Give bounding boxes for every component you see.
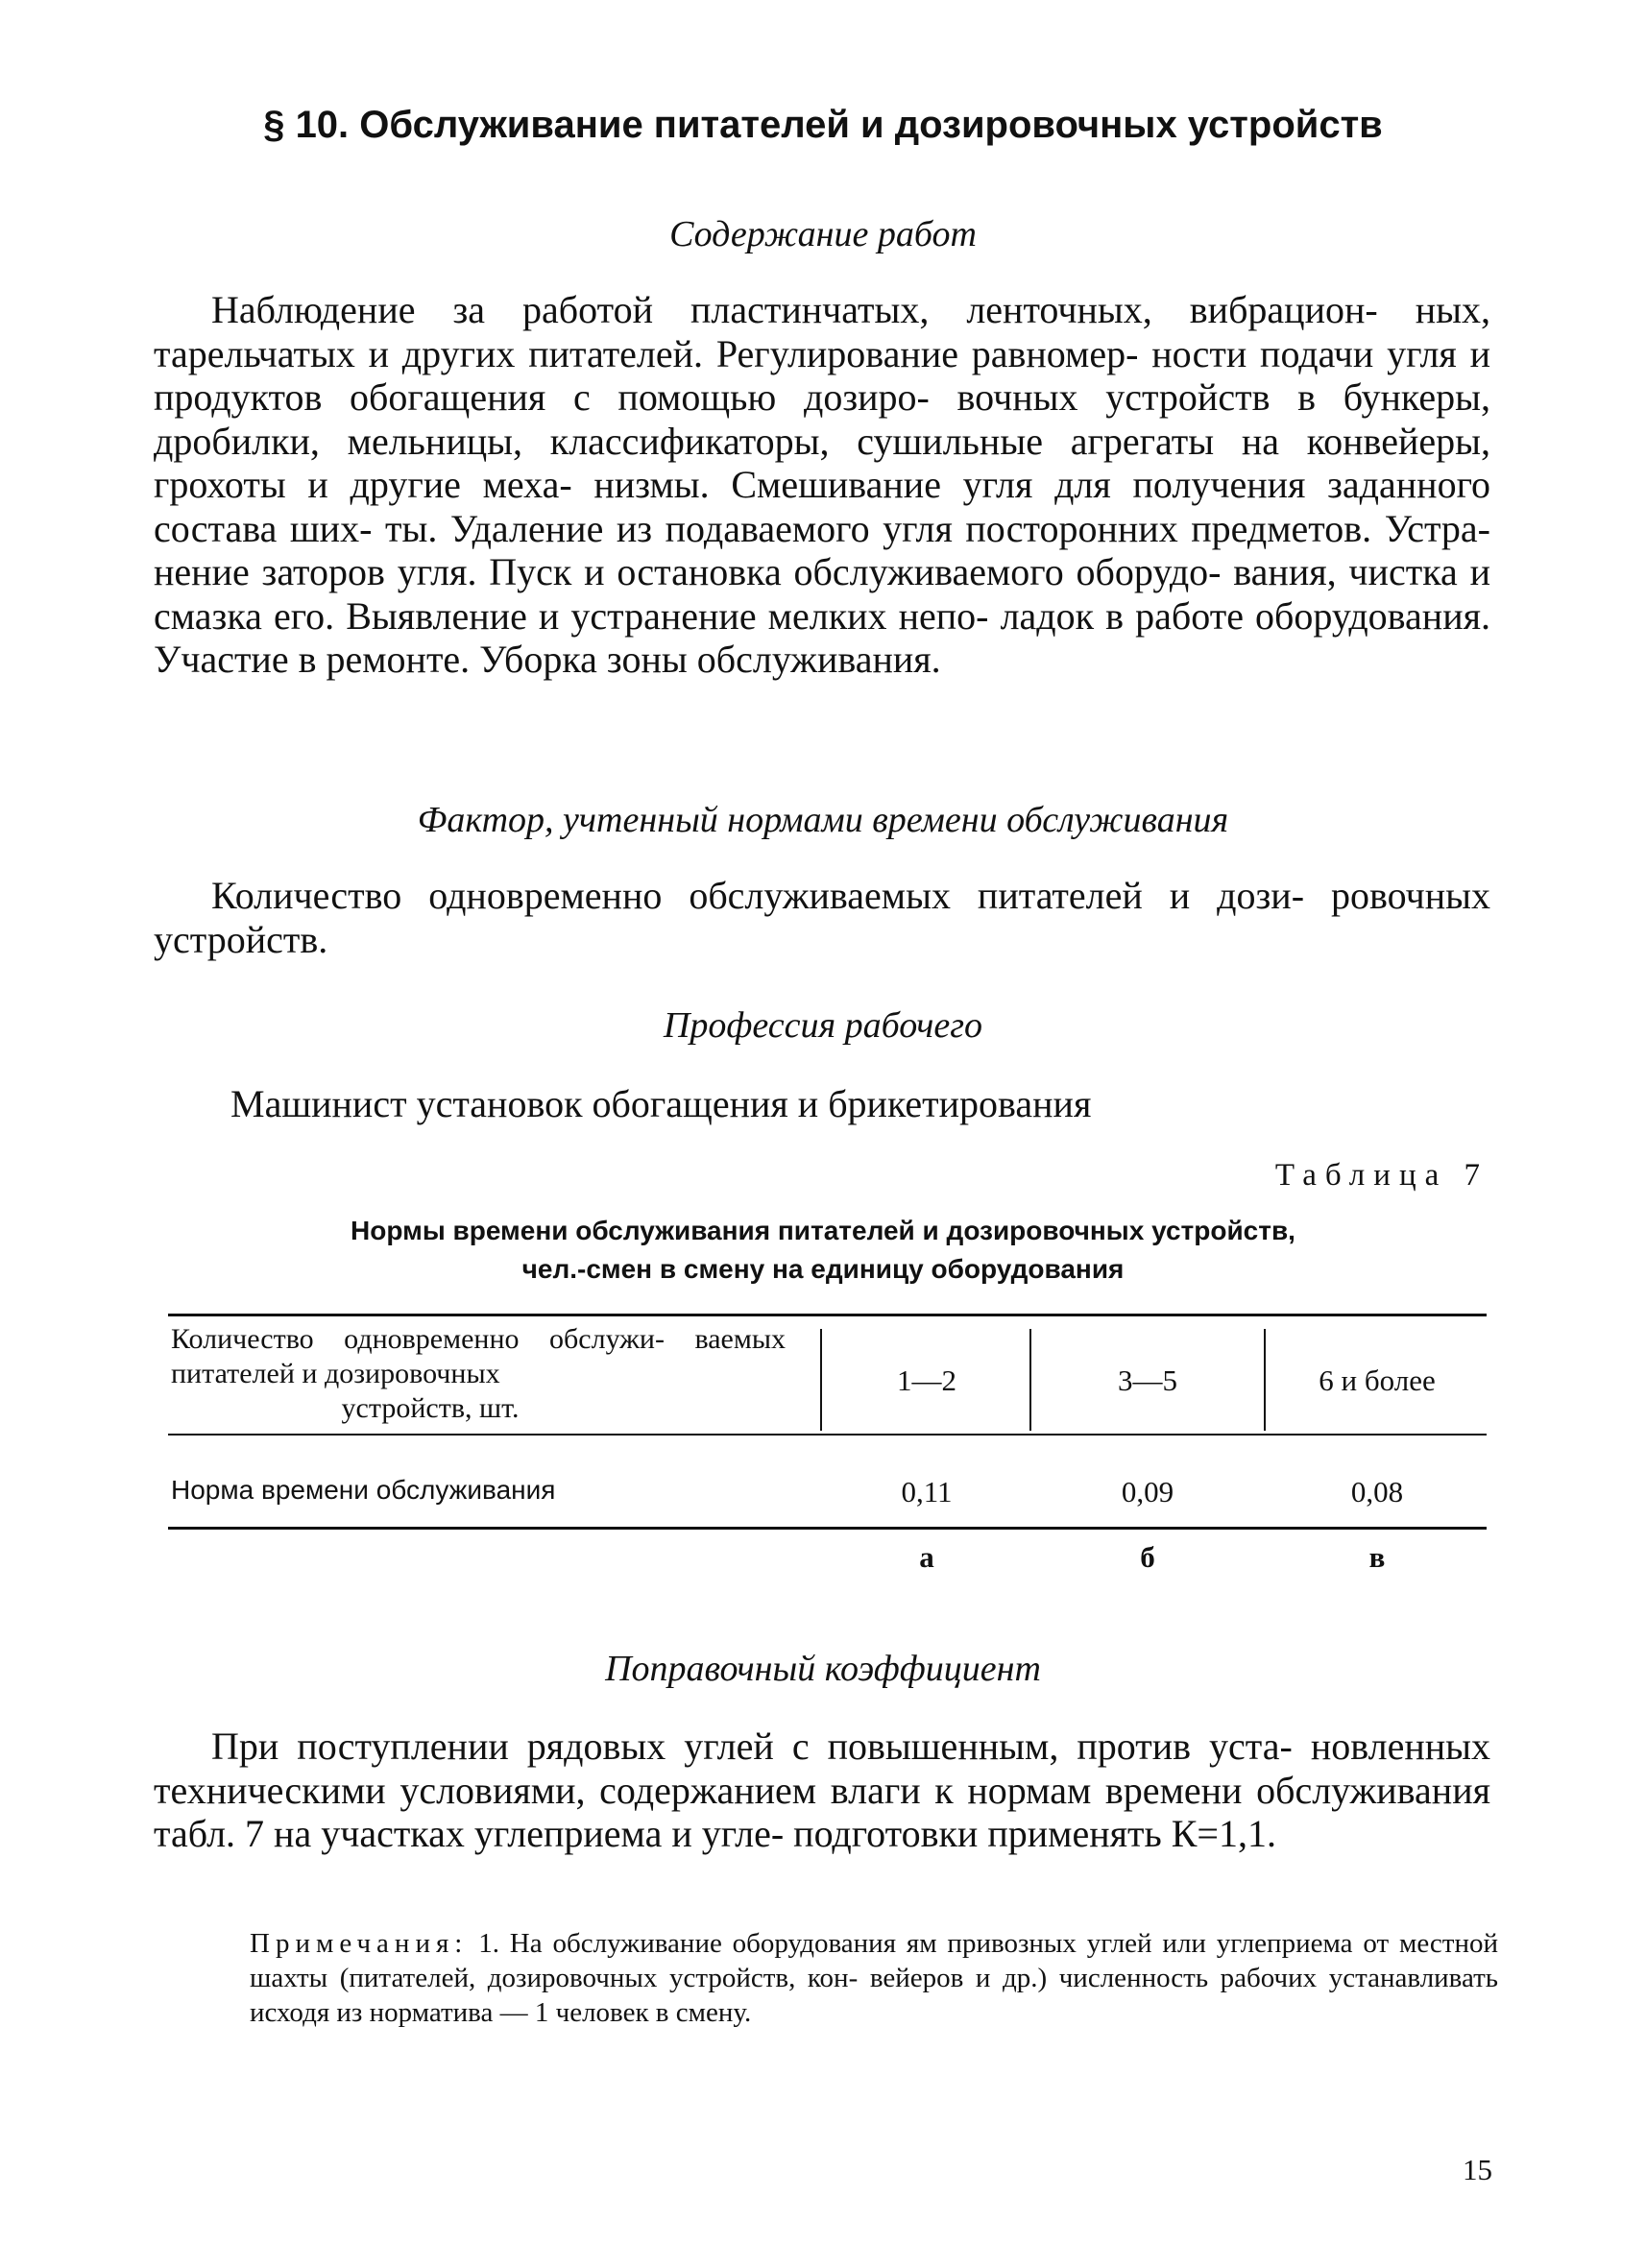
content-line: вочных устройств в бункеры, дробилки, мельницы, классификаторы,	[154, 375, 1490, 463]
table-caption-line: чел.-смен в смену на единицу оборудования	[521, 1254, 1125, 1284]
table-column-header: 3—5	[1118, 1363, 1177, 1397]
table-header-rule	[168, 1434, 1487, 1436]
table-divider	[820, 1329, 822, 1431]
correction-line: новленных техническими условиями, содержанием влаги к нормам	[154, 1725, 1491, 1812]
note-label: Примечания:	[250, 1928, 469, 1959]
factor-line: Количество одновременно обслуживаемых питателей и дози-	[211, 874, 1305, 917]
table-divider	[1264, 1329, 1266, 1431]
note-line: 1. На обслуживание оборудования ям привозных углей	[468, 1928, 1152, 1959]
content-line: ладок в работе оборудования. Участие в ремонте. Уборка зоны	[154, 593, 1490, 681]
table-column-letter: а	[919, 1540, 934, 1574]
content-paragraph	[154, 288, 1490, 682]
note-paragraph	[250, 1926, 1498, 2030]
table-column-letter: в	[1368, 1540, 1386, 1574]
correction-line: При поступлении рядовых углей с повышенным, против уста-	[211, 1725, 1293, 1768]
factor-title: Фактор, учтенный нормами времени обслуживания	[417, 800, 1229, 840]
factor-paragraph	[154, 874, 1490, 961]
factor-line: ровочных устройств.	[154, 874, 1490, 961]
profession-text: Машинист установок обогащения и брикетирования	[230, 1082, 1092, 1125]
content-line: нение заторов угля. Пуск и остановка обслуживаемого оборудо-	[154, 550, 1222, 593]
correction-paragraph	[154, 1725, 1490, 1856]
correction-title: Поправочный коэффициент	[605, 1649, 1041, 1689]
content-line: ных, тарельчатых и других питателей. Регулирование равномер-	[154, 288, 1490, 375]
table-caption-line: Нормы времени обслуживания питателей и дозировочных устройств,	[351, 1216, 1295, 1245]
note-line: или углеприема от местной шахты (питателей, дозировочных устройств, кон-	[250, 1928, 1498, 1993]
content-line: ности подачи угля и продуктов обогащения с помощью дозиро-	[154, 331, 1491, 419]
content-title: Содержание работ	[669, 214, 977, 254]
table-row-label: Норма времени обслуживания	[171, 1475, 556, 1505]
content-line: обслуживания.	[696, 638, 941, 681]
correction-line: времени обслуживания табл. 7 на участках углеприема и угле-	[154, 1768, 1490, 1855]
correction-line: подготовки применять К=1,1.	[793, 1812, 1276, 1855]
content-line: ты. Удаление из подаваемого угля посторонних предметов. Устра-	[384, 506, 1491, 550]
table-caption	[0, 1212, 1646, 1289]
content-line: Наблюдение за работой пластинчатых, ленточных, вибрацион-	[211, 288, 1378, 331]
table-divider	[1029, 1329, 1031, 1431]
table-top-rule	[168, 1314, 1487, 1316]
note-line: 1 человек в смену.	[534, 1997, 752, 2028]
profession-title: Профессия рабочего	[663, 1005, 983, 1046]
content-line: низмы. Смешивание угля для получения заданного состава ших-	[154, 463, 1490, 550]
content-line: сушильные агрегаты на конвейеры, грохоты и другие меха-	[154, 419, 1490, 506]
table-header-line: ваемых питателей и дозировочных	[171, 1323, 786, 1389]
table-value: 0,08	[1350, 1475, 1404, 1508]
table-value: 0,09	[1121, 1475, 1174, 1508]
section-heading: § 10. Обслуживание питателей и дозировочных устройств	[263, 104, 1383, 146]
page-number: 15	[1463, 2153, 1492, 2186]
table-header-line: Количество одновременно обслужи-	[171, 1323, 665, 1355]
table-header-cell	[171, 1322, 786, 1426]
content-line: вания, чистка и смазка его. Выявление и устранение мелких непо-	[154, 550, 1490, 638]
table-column-header: 1—2	[897, 1363, 956, 1397]
table-bottom-rule	[168, 1527, 1487, 1530]
table-header-line: устройств, шт.	[341, 1392, 520, 1424]
note-line: вейеров и др.) численность рабочих устанавливать исходя из норматива —	[250, 1963, 1499, 2028]
table-value: 0,11	[901, 1475, 953, 1508]
table-label: Таблица 7	[1274, 1158, 1489, 1193]
table-column-header: 6 и более	[1319, 1363, 1436, 1397]
table-column-letter: б	[1140, 1540, 1155, 1574]
